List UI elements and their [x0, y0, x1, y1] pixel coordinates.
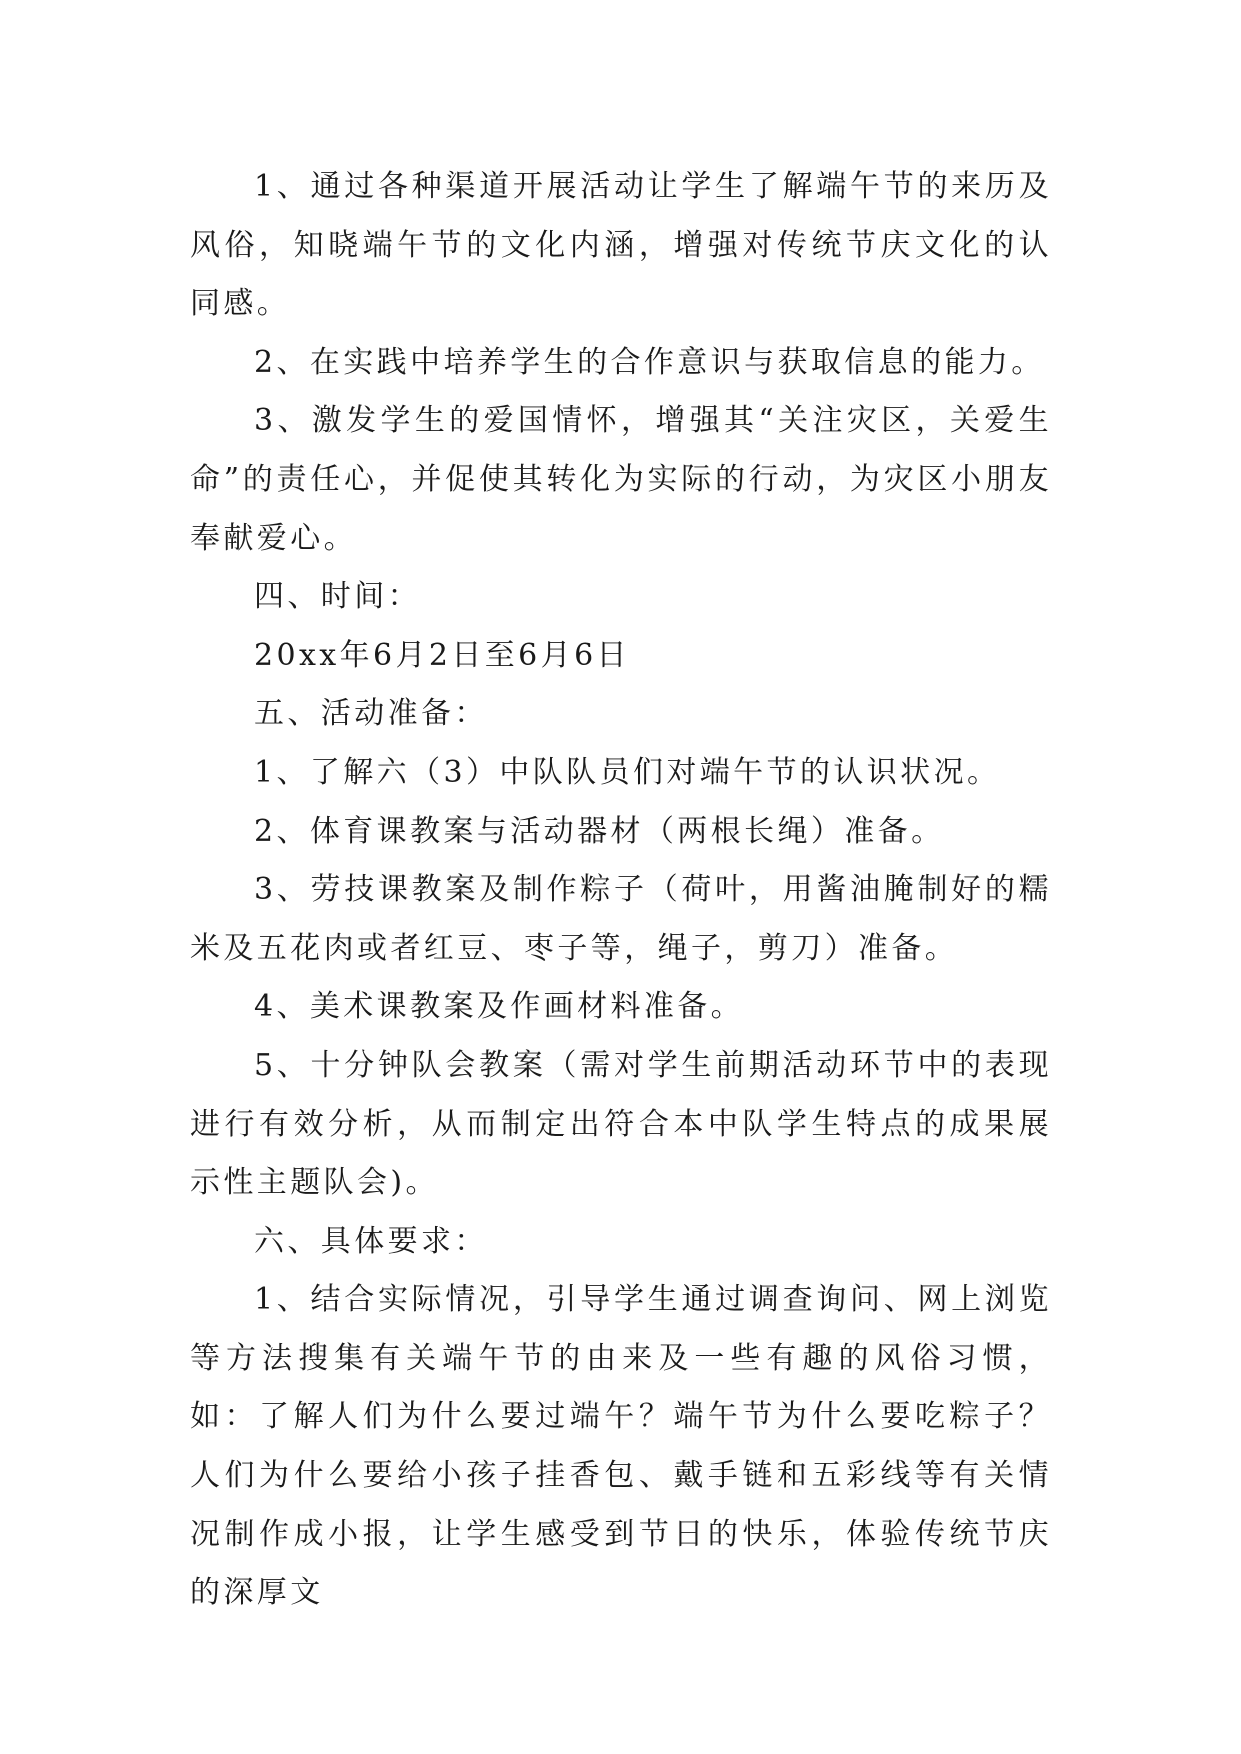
paragraph-prep-2: 2、体育课教案与活动器材（两根长绳）准备。 [254, 813, 945, 849]
paragraph-goal-3: 3、激发学生的爱国情怀，增强其“关注灾区，关爱生命”的责任心，并促使其转化为实际的行动，为灾区小朋友奉献爱心。 [190, 403, 1052, 556]
paragraph-prep-4: 4、美术课教案及作画材料准备。 [254, 989, 745, 1025]
section-heading-requirements: 六、具体要求： [254, 1223, 488, 1259]
paragraph-prep-1: 1、了解六（3）中队队员们对端午节的认识状况。 [254, 754, 1001, 790]
section-heading-preparation: 五、活动准备： [254, 696, 488, 732]
paragraph-requirement-1: 1、结合实际情况，引导学生通过调查询问、网上浏览等方法搜集有关端午节的由来及一些有趣的风俗习惯，如：了解人们为什么要过端午？端午节为什么要吃粽子？人们为什么要给小孩子挂香包、戴手链和五彩线等有关情况制作成小报，让学生感受到节日的快乐，体验传统节庆的深厚文 [190, 1282, 1052, 1611]
paragraph-goal-2: 2、在实践中培养学生的合作意识与获取信息的能力。 [254, 344, 1045, 380]
paragraph-goal-1: 1、通过各种渠道开展活动让学生了解端午节的来历及风俗，知晓端午节的文化内涵，增强对传统节庆文化的认同感。 [190, 169, 1052, 322]
section-heading-time: 四、时间： [254, 579, 421, 615]
paragraph-prep-3: 3、劳技课教案及制作粽子（荷叶，用酱油腌制好的糯米及五花肉或者红豆、枣子等，绳子，剪刀）准备。 [190, 872, 1052, 966]
paragraph-prep-5: 5、十分钟队会教案（需对学生前期活动环节中的表现进行有效分析，从而制定出符合本中队学生特点的成果展示性主题队会)。 [190, 1047, 1052, 1201]
paragraph-date-range: 20xx年6月2日至6月6日 [254, 637, 630, 673]
document-body [190, 158, 1052, 1623]
